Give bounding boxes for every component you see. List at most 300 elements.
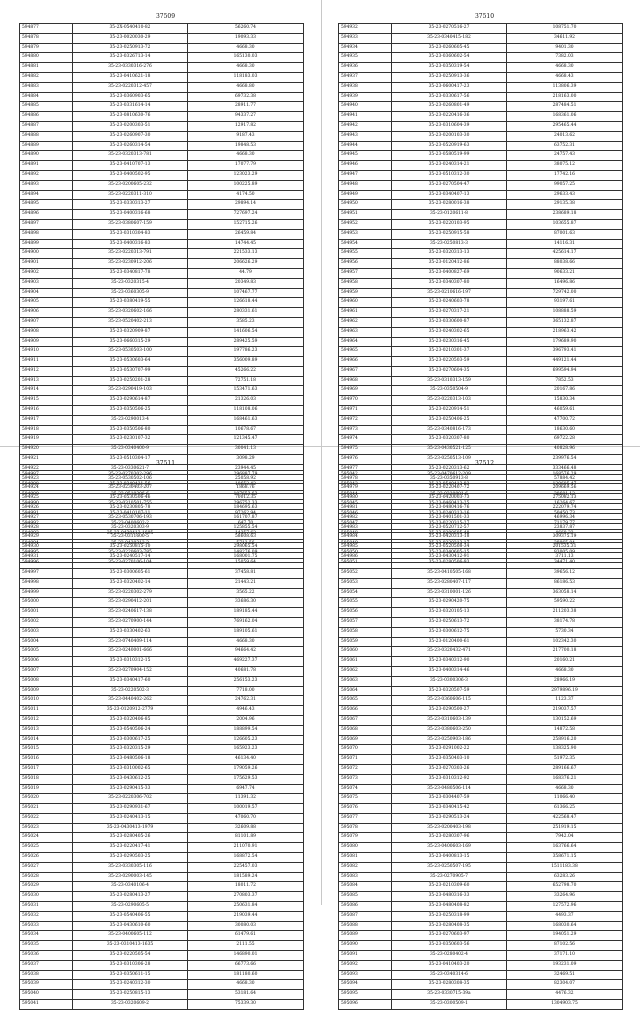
record-number-cell: 594942 [339, 121, 392, 131]
record-number-cell: 595088 [339, 921, 392, 931]
table-row [339, 676, 623, 686]
amount-cell: 1868.76 [188, 484, 304, 494]
table-row [339, 425, 623, 435]
amount-cell: 358671.15 [507, 853, 623, 863]
record-number-cell: 595092 [339, 960, 392, 970]
amount-cell: 189185.44 [188, 608, 304, 618]
table-row [339, 715, 623, 725]
parcel-id-cell: 35-23-0350504-9 [392, 386, 507, 396]
record-number-cell: 595081 [339, 853, 392, 863]
record-number-cell: 595057 [339, 617, 392, 627]
record-number-cell: 594882 [20, 72, 73, 82]
record-number-cell: 594900 [20, 249, 73, 259]
record-number-cell: 595080 [339, 843, 392, 853]
amount-cell: 20349.83 [188, 278, 304, 288]
record-number-cell: 595030 [20, 892, 73, 902]
parcel-id-cell: 35-23-0410403-20 [392, 960, 507, 970]
parcel-id-cell: 35-23-0210301-37 [392, 347, 507, 357]
record-number-cell: 594943 [339, 131, 392, 141]
amount-cell: 209669.56 [507, 484, 623, 494]
table-row [339, 112, 623, 122]
amount-cell: 9187.43 [188, 131, 304, 141]
amount-cell: 4669.33 [507, 529, 623, 539]
record-number-cell: 595094 [339, 980, 392, 990]
parcel-id-cell: 35-23-0260605-45 [392, 43, 507, 53]
table-row [20, 347, 304, 357]
table-row [20, 735, 304, 745]
table-row [20, 578, 304, 588]
record-number-cell: 594911 [20, 357, 73, 367]
amount-cell: 287484.51 [507, 102, 623, 112]
amount-cell: 4668.30 [188, 151, 304, 161]
parcel-id-cell: 35-23-0250318-99 [392, 911, 507, 921]
record-number-cell: 595069 [339, 735, 392, 745]
parcel-id-cell: 35-23-0310603-139 [392, 715, 507, 725]
record-number-cell: 594935 [339, 53, 392, 63]
table-row [339, 853, 623, 863]
record-number-cell: 595063 [339, 676, 392, 686]
record-number-cell: 595051 [339, 559, 392, 569]
table-row [339, 386, 623, 396]
amount-cell: 66773.66 [188, 960, 304, 970]
amount-cell: 168461.63 [188, 415, 304, 425]
amount-cell: 17077.79 [188, 161, 304, 171]
amount-cell: 4668.80 [188, 82, 304, 92]
record-number-cell: 595025 [20, 843, 73, 853]
record-number-cell: 595003 [20, 627, 73, 637]
parcel-id-cell: 35-23-0250406-25 [392, 415, 507, 425]
table-row [339, 298, 623, 308]
record-number-cell: 594905 [20, 298, 73, 308]
parcel-id-cell: 35-23-0200605-232 [73, 180, 188, 190]
record-number-cell: 595053 [339, 578, 392, 588]
amount-cell: 32469.51 [507, 970, 623, 980]
amount-cell: 19093.33 [188, 33, 304, 43]
amount-cell: 63283.26 [507, 872, 623, 882]
parcel-id-cell: 35-23-0290419-103 [73, 386, 188, 396]
record-number-cell: 595087 [339, 911, 392, 921]
parcel-id-cell: 35-23-0300306-3 [392, 676, 507, 686]
amount-cell: 21326.03 [188, 396, 304, 406]
table-row [20, 657, 304, 667]
record-number-cell: 594985 [339, 543, 392, 553]
document-page-3 [19, 458, 304, 1010]
record-number-cell: 595031 [20, 902, 73, 912]
record-number-cell: 595034 [20, 931, 73, 941]
page-number-heading: 37512 [474, 460, 495, 467]
record-number-cell: 595014 [20, 735, 73, 745]
parcel-id-cell: 35-23-0200103-30 [392, 131, 507, 141]
record-number-cell: 595075 [339, 794, 392, 804]
table-row [20, 666, 304, 676]
parcel-id-cell: 35-23-0220505-54 [73, 951, 188, 961]
amount-cell: 275082.13 [507, 494, 623, 504]
parcel-id-cell: 35-23-0340407-13 [392, 190, 507, 200]
amount-cell: 153471.63 [188, 386, 304, 396]
table-row [339, 480, 623, 490]
amount-cell: 46996.34 [507, 513, 623, 523]
record-number-cell: 594946 [339, 161, 392, 171]
parcel-id-cell: 35-23-0260314-54 [73, 141, 188, 151]
record-number-cell: 595036 [20, 951, 73, 961]
record-number-cell: 594983 [339, 523, 392, 533]
parcel-id-cell: 35-23-0240302-65 [392, 327, 507, 337]
record-number-cell: 594912 [20, 366, 73, 376]
parcel-id-cell: 35-23-0350319-54 [392, 63, 507, 73]
parcel-id-cell: 35-23-0250507-195 [392, 862, 507, 872]
amount-cell: 296752.33 [188, 500, 304, 510]
parcel-id-cell: 35-23-0740409-114 [73, 637, 188, 647]
record-number-cell: 594974 [339, 435, 392, 445]
record-number-cell: 595004 [20, 637, 73, 647]
parcel-id-cell: 35-23-0280405-26 [73, 833, 188, 843]
record-number-cell: 595068 [339, 725, 392, 735]
amount-cell: 30080.03 [188, 921, 304, 931]
record-number-cell: 594999 [20, 588, 73, 598]
record-number-cell: 594926 [20, 504, 73, 514]
record-number-cell: 594928 [20, 523, 73, 533]
table-row [339, 774, 623, 784]
parcel-id-cell: 35-23-0400316-83 [73, 239, 188, 249]
record-number-cell: 595056 [339, 608, 392, 618]
amount-cell: 7852.53 [507, 376, 623, 386]
record-number-cell: 594969 [339, 386, 392, 396]
parcel-id-cell: 35-23-0530603-64 [73, 357, 188, 367]
parcel-id-cell: 35-23-0400605-112 [73, 931, 188, 941]
amount-cell: 138325.90 [507, 745, 623, 755]
amount-cell: 2111.55 [188, 941, 304, 951]
record-number-cell: 594888 [20, 131, 73, 141]
record-number-cell: 594962 [339, 317, 392, 327]
amount-cell: 50450.73 [507, 510, 623, 520]
record-number-cell: 594916 [20, 406, 73, 416]
table-row [339, 902, 623, 912]
table-row [20, 102, 304, 112]
table-row [339, 500, 623, 510]
parcel-id-cell: 35-23-0270303-26 [392, 764, 507, 774]
record-number-cell: 594966 [339, 357, 392, 367]
parcel-id-cell: 35-23-0220416-36 [392, 112, 507, 122]
record-number-cell: 595093 [339, 970, 392, 980]
table-row [20, 990, 304, 1000]
parcel-id-cell: 35-23-0520919-63 [392, 141, 507, 151]
parcel-id-cell: 35-23-0300612-75 [392, 627, 507, 637]
record-number-cell: 594939 [339, 92, 392, 102]
record-number-cell: 594936 [339, 63, 392, 73]
table-row [20, 853, 304, 863]
table-row [20, 298, 304, 308]
parcel-id-cell: 35-23-0220311-310 [73, 190, 188, 200]
table-row [20, 200, 304, 210]
amount-cell: 19848.53 [188, 141, 304, 151]
record-number-cell: 594965 [339, 347, 392, 357]
amount-cell: 4668.30 [507, 63, 623, 73]
table-row [20, 308, 304, 318]
amount-cell: 221533.13 [188, 249, 304, 259]
record-number-cell: 594924 [20, 484, 73, 494]
amount-cell: 63752.31 [507, 141, 623, 151]
table-row [20, 872, 304, 882]
table-row [339, 519, 623, 529]
record-number-cell: 594967 [339, 366, 392, 376]
parcel-id-cell: 35-23-0480506-114 [392, 784, 507, 794]
amount-cell: 251919.15 [507, 823, 623, 833]
parcel-id-cell: 35-23-0270516-27 [392, 24, 507, 34]
amount-cell: 699594.94 [507, 366, 623, 376]
table-row [20, 229, 304, 239]
amount-cell: 69732.38 [188, 92, 304, 102]
table-row [20, 43, 304, 53]
record-number-cell: 594994 [20, 539, 73, 549]
table-row [339, 317, 623, 327]
record-number-cell: 594950 [339, 200, 392, 210]
amount-cell: 148276.09 [188, 549, 304, 559]
table-row [20, 445, 304, 455]
parcel-id-cell: 35-23-0220103-95 [392, 219, 507, 229]
parcel-id-cell: 35-23-0310002-65 [73, 764, 188, 774]
table-row [20, 686, 304, 696]
record-number-cell: 594963 [339, 327, 392, 337]
parcel-id-cell: 35-23-0350506-25 [73, 406, 188, 416]
parcel-id-cell: 35-23-0430521-125 [392, 445, 507, 455]
record-number-cell: 594981 [339, 504, 392, 514]
amount-cell: 165130.03 [188, 53, 304, 63]
parcel-id-cell: 35-23-0310604-39 [392, 121, 507, 131]
amount-cell: 647.70 [188, 519, 304, 529]
parcel-id-cell: 35-23-0480506-18 [73, 755, 188, 765]
amount-cell: 88038.66 [507, 259, 623, 269]
table-row [339, 161, 623, 171]
parcel-id-cell: 35-23-0230403-207 [73, 484, 188, 494]
parcel-id-cell: 35-23-0360305-9 [73, 288, 188, 298]
amount-cell: 425614.17 [507, 249, 623, 259]
parcel-id-cell: 35-23-0320801-6 [392, 490, 507, 500]
table-row [20, 715, 304, 725]
parcel-id-cell: 35-23-0270504-47 [392, 180, 507, 190]
table-row [20, 327, 304, 337]
amount-cell: 7382.03 [507, 53, 623, 63]
parcel-id-cell: 35-23-0340314-6 [392, 970, 507, 980]
table-row [20, 960, 304, 970]
parcel-id-cell: 35-23-0330715-39a [392, 990, 507, 1000]
parcel-id-cell: 35-23-0400316-68 [73, 210, 188, 220]
parcel-id-cell: 35-23-0230107-32 [73, 435, 188, 445]
parcel-id-cell: 35-23-0530503-100 [73, 347, 188, 357]
table-row [20, 180, 304, 190]
table-row [20, 559, 304, 569]
record-number-cell: 594899 [20, 239, 73, 249]
amount-cell: 152715.26 [188, 219, 304, 229]
record-number-cell: 595002 [20, 617, 73, 627]
table-row [20, 376, 304, 386]
parcel-id-cell: 35-23-0240312-30 [73, 980, 188, 990]
amount-cell: 168361.06 [507, 112, 623, 122]
table-row [339, 180, 623, 190]
parcel-id-cell: 35-23-0280506-93 [392, 559, 507, 569]
amount-cell: 4493.37 [507, 911, 623, 921]
record-number-cell: 595017 [20, 764, 73, 774]
parcel-id-cell: 35-23-0320303-9 [73, 523, 188, 533]
amount-cell: 163766.64 [507, 843, 623, 853]
table-row [339, 435, 623, 445]
amount-cell: 5730.34 [507, 627, 623, 637]
document-page-4 [338, 458, 623, 1010]
table-row [20, 259, 304, 269]
amount-cell: 333466.48 [507, 464, 623, 474]
parcel-id-cell: 35-23-0540406-55 [73, 911, 188, 921]
record-number-cell: 595090 [339, 941, 392, 951]
table-row [339, 72, 623, 82]
record-number-cell: 595022 [20, 813, 73, 823]
parcel-id-cell: 35-23-0300605-61 [73, 568, 188, 578]
record-number-cell: 594949 [339, 190, 392, 200]
parcel-id-cell: 35-23-0340605-15 [392, 549, 507, 559]
record-number-cell: 594934 [339, 43, 392, 53]
amount-cell: 38075.12 [507, 161, 623, 171]
amount-cell: 28966.19 [507, 676, 623, 686]
table-row [339, 490, 623, 500]
parcel-id-cell: 35-23-0200605-48 [392, 529, 507, 539]
table-row [20, 288, 304, 298]
amount-cell: 25058.92 [188, 474, 304, 484]
record-number-cell: 594940 [339, 102, 392, 112]
parcel-id-cell: 35-23-0330621-7 [73, 464, 188, 474]
amount-cell: 30041.13 [188, 445, 304, 455]
amount-cell: 15059.64 [188, 559, 304, 569]
amount-cell: 21443.21 [188, 578, 304, 588]
table-row [339, 686, 623, 696]
record-number-cell: 594930 [20, 543, 73, 553]
record-number-cell: 595082 [339, 862, 392, 872]
record-number-cell: 595005 [20, 647, 73, 657]
table-row [20, 510, 304, 520]
table-row [339, 657, 623, 667]
record-number-cell: 595079 [339, 833, 392, 843]
amount-cell: 652798.70 [507, 882, 623, 892]
record-number-cell: 594915 [20, 396, 73, 406]
table-row [339, 588, 623, 598]
record-number-cell: 595038 [20, 970, 73, 980]
parcel-id-cell: 35-23-0200303-51 [73, 121, 188, 131]
amount-cell: 20167.86 [507, 386, 623, 396]
parcel-id-cell: 35-23-0250903-186 [392, 735, 507, 745]
amount-cell: 126618.44 [188, 298, 304, 308]
parcel-id-cell: 35-23-0410107-11 [73, 510, 188, 520]
record-number-cell: 595043 [339, 480, 392, 490]
parcel-id-cell: 35-23-0280407-117 [392, 578, 507, 588]
record-number-cell: 594937 [339, 72, 392, 82]
parcel-id-cell: 35-23-0380419-55 [73, 298, 188, 308]
amount-cell: 97262.94 [188, 510, 304, 520]
parcel-id-cell: 35-23-0290503-25 [73, 853, 188, 863]
parcel-id-cell: 35-23-0320402-14 [73, 578, 188, 588]
table-row [20, 121, 304, 131]
amount-cell: 93197.61 [507, 298, 623, 308]
parcel-id-cell: 35-23-0250915-58 [392, 229, 507, 239]
table-row [339, 278, 623, 288]
amount-cell: 218963.42 [507, 327, 623, 337]
parcel-id-cell: 35-23-0290605-5 [73, 902, 188, 912]
parcel-id-cell: 35-23-0290500-27 [392, 706, 507, 716]
amount-cell: 86186.53 [507, 578, 623, 588]
amount-cell: 46059.61 [507, 406, 623, 416]
record-number-cell: 595059 [339, 637, 392, 647]
amount-cell: 58608.63 [188, 533, 304, 543]
amount-cell: 11066.40 [507, 794, 623, 804]
parcel-id-cell: 35-23-0320315-29 [73, 745, 188, 755]
parcel-id-cell: 35-23-0360602-54 [392, 53, 507, 63]
parcel-id-cell: 35-23-0320609-2 [73, 1000, 188, 1010]
amount-cell: 4668.30 [188, 63, 304, 73]
table-row [339, 794, 623, 804]
record-number-cell: 595013 [20, 725, 73, 735]
parcel-id-cell: 35-23-0480416-76 [392, 504, 507, 514]
record-number-cell: 594891 [20, 161, 73, 171]
parcel-id-cell: 35-23-0420313-18 [392, 533, 507, 543]
amount-cell: 4668.30 [507, 784, 623, 794]
table-row [339, 288, 623, 298]
amount-cell: 141606.54 [188, 327, 304, 337]
parcel-id-cell: 35-23-0220313-17 [392, 539, 507, 549]
record-number-cell: 594987 [20, 471, 73, 481]
parcel-id-cell: 35-23-0331614-14 [73, 102, 188, 112]
parcel-id-cell: 35-23-0220502-3 [73, 686, 188, 696]
records-table [338, 470, 623, 1010]
record-number-cell: 594878 [20, 33, 73, 43]
record-number-cell: 594906 [20, 308, 73, 318]
record-number-cell: 594902 [20, 268, 73, 278]
parcel-id-cell: 35-23-0230805-78 [73, 504, 188, 514]
amount-cell: 14116.31 [507, 239, 623, 249]
parcel-id-cell: 35-23-0320602-166 [73, 308, 188, 318]
table-row [20, 357, 304, 367]
amount-cell: 727697.24 [188, 210, 304, 220]
amount-cell: 222079.74 [507, 504, 623, 514]
record-number-cell: 594877 [20, 24, 73, 34]
record-number-cell: 595064 [339, 686, 392, 696]
parcel-id-cell: 35-23-0330316-276 [73, 63, 188, 73]
table-row [20, 112, 304, 122]
amount-cell: 1304903.75 [507, 1000, 623, 1010]
table-row [339, 608, 623, 618]
amount-cell: 250631.84 [188, 902, 304, 912]
amount-cell: 146890.01 [188, 951, 304, 961]
record-number-cell: 594890 [20, 151, 73, 161]
amount-cell: 258916.20 [507, 735, 623, 745]
table-row [20, 500, 304, 510]
table-row [339, 735, 623, 745]
parcel-id-cell: 35-23-0350403-10 [392, 755, 507, 765]
amount-cell: 120605.47 [507, 480, 623, 490]
amount-cell: 69722.28 [507, 435, 623, 445]
parcel-id-cell: 35-23-0240413-15 [73, 813, 188, 823]
parcel-id-cell: 35-23-0280016-38 [392, 200, 507, 210]
parcel-id-cell: 35-23-0380607-159 [73, 219, 188, 229]
table-row [339, 980, 623, 990]
table-row [20, 82, 304, 92]
parcel-id-cell: 35-23-0530502-106 [73, 474, 188, 484]
page-number-heading: 37510 [474, 13, 495, 20]
record-number-cell: 594910 [20, 347, 73, 357]
amount-cell: 26459.84 [188, 229, 304, 239]
record-number-cell: 594996 [20, 559, 73, 569]
record-number-cell: 595009 [20, 686, 73, 696]
parcel-id-cell: 35-23-0270900-144 [73, 617, 188, 627]
record-number-cell: 595044 [339, 490, 392, 500]
record-number-cell: 595033 [20, 921, 73, 931]
record-number-cell: 594958 [339, 278, 392, 288]
parcel-id-cell: 35-23-0350611-15 [73, 970, 188, 980]
